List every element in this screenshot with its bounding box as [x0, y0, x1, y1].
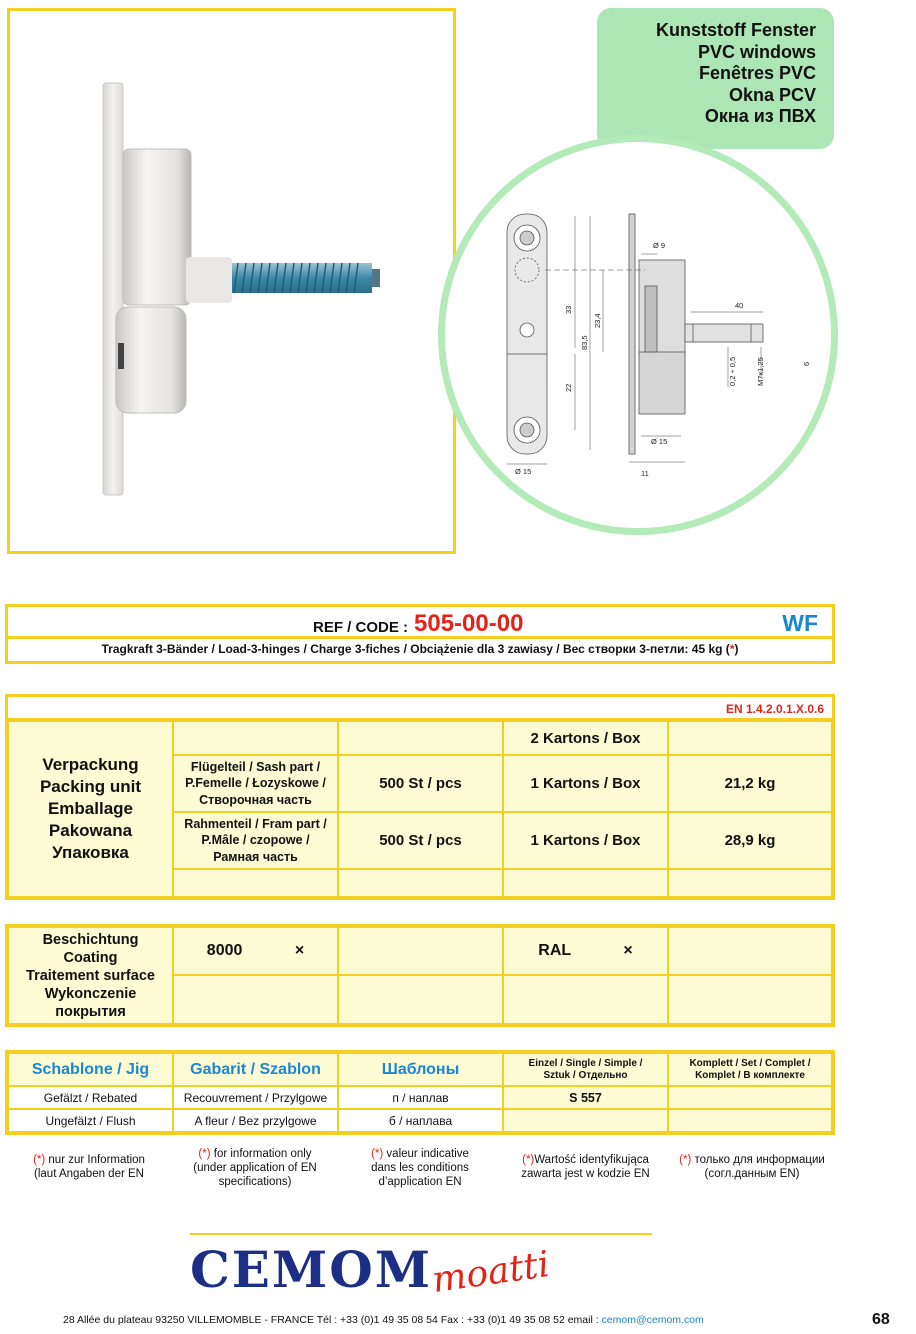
- footnote-de: [14, 1153, 164, 1181]
- coating-empty-6: [668, 975, 832, 1024]
- jig-row1-set: [668, 1086, 832, 1109]
- footnote-en-line2: (under application of EN: [193, 1162, 317, 1174]
- dim-gap: 0,2 ÷ 0,5: [728, 356, 737, 386]
- jig-set-line1: Komplett / Set / Complet /: [689, 1057, 811, 1069]
- packing-label-de: Verpackung: [42, 755, 139, 774]
- email-link[interactable]: cemom@cemom.com: [601, 1314, 704, 1326]
- sash-part-line2: P.Femelle / Łozyskowe /: [185, 776, 326, 791]
- dim-83-5: 83,5: [580, 335, 589, 350]
- jig-row2-single: [503, 1109, 668, 1132]
- coating-ral-mark: ×: [623, 942, 633, 959]
- frame-part-line1: Rahmenteil / Fram part /: [184, 816, 327, 831]
- jig-row2-de: Ungefälzt / Flush: [8, 1109, 173, 1132]
- dim-thread: M7x1,25: [756, 357, 765, 386]
- dim-40: 40: [735, 301, 744, 310]
- jig-header-de: Schablone / Jig: [8, 1053, 173, 1086]
- coating-empty-5: [503, 975, 668, 1024]
- coating-label-ru: покрытия: [55, 1003, 126, 1020]
- reference-row: [8, 607, 832, 639]
- packing-label-ru: Упаковка: [52, 843, 129, 862]
- packing-table: [8, 721, 832, 897]
- footnote-fr-line1: valeur indicative: [383, 1148, 469, 1160]
- frame-part-cell: [173, 812, 338, 869]
- page-number: 68: [872, 1311, 890, 1328]
- row0-weight: [668, 721, 832, 755]
- coating-section: [5, 924, 835, 1027]
- footnote-pl-line2: zawarta jest w kodzie EN: [521, 1168, 650, 1180]
- frame-part-line3: Рамная часть: [213, 849, 298, 864]
- footnote-en-star: (*): [198, 1148, 211, 1160]
- packing-label-en: Packing unit: [39, 777, 142, 796]
- jig-row2-fr: A fleur / Bez przylgowe: [173, 1109, 338, 1132]
- footnote-ru-line1: только для информации: [691, 1154, 825, 1166]
- company-address: [63, 1314, 704, 1326]
- jig-row1-single: S 557: [503, 1086, 668, 1109]
- footnote-pl-line1: Wartość identyfikująca: [534, 1154, 649, 1166]
- coating-ral: RAL: [538, 942, 571, 959]
- jig-header-ru: Шаблоны: [338, 1053, 503, 1086]
- coating-label-cell: [8, 927, 173, 1024]
- product-category-tab: [597, 8, 834, 149]
- sash-part-cell: [173, 755, 338, 812]
- dim-33: 33: [564, 305, 573, 314]
- ref-suffix: WF: [782, 610, 818, 636]
- en-code: EN 1.4.2.0.1.X.0.6: [8, 697, 832, 721]
- technical-drawing-circle: [438, 135, 838, 535]
- packing-label-pl: Pakowana: [48, 821, 133, 840]
- dim-d15-right: Ø 15: [651, 437, 668, 446]
- jig-row2-ru: б / наплава: [338, 1109, 503, 1132]
- sash-part-line3: Створочная часть: [199, 792, 312, 807]
- coating-empty-4: [338, 975, 503, 1024]
- product-photo-frame: [7, 8, 456, 554]
- load-capacity-text: [8, 642, 832, 656]
- row3-qty: [338, 869, 503, 897]
- address-text: 28 Allée du plateau 93250 VILLEMOMBLE - FRANCE Tél : +33 (0)1 49 35 08 54 Fax : +33 (0)1 49 35 08 52 email :: [63, 1314, 602, 1326]
- jig-header-set: [668, 1053, 832, 1086]
- coating-label-de: Beschichtung: [42, 931, 139, 948]
- footnote-fr-star: (*): [371, 1148, 384, 1160]
- cemom-logo: CEMOM: [190, 1240, 433, 1299]
- coating-label-pl: Wykonczenie: [44, 985, 137, 1002]
- coating-label-en: Coating: [63, 949, 118, 966]
- row0-boxes: 2 Kartons / Box: [503, 721, 668, 755]
- category-fr: Fenêtres PVC: [698, 63, 816, 83]
- packing-section: [5, 694, 835, 900]
- hinge-photo: [10, 11, 453, 551]
- coating-label-fr: Traitement surface: [26, 967, 155, 984]
- sash-weight: 21,2 kg: [668, 755, 832, 812]
- category-ru: Окна из ПВХ: [704, 106, 816, 126]
- category-de: Kunststoff Fenster: [655, 20, 816, 40]
- jig-row1-de: Gefälzt / Rebated: [8, 1086, 173, 1109]
- footnote-fr-line3: d’application EN: [378, 1176, 462, 1188]
- footnote-en: [180, 1147, 330, 1189]
- row0-part: [173, 721, 338, 755]
- load-text: Tragkraft 3-Bänder / Load-3-hinges / Charge 3-fiches / Obciążenie dla 3 zawiasy / Вес створки 3-петли: 45 kg (: [101, 642, 730, 656]
- row3-weight: [668, 869, 832, 897]
- reference-box: [5, 604, 835, 664]
- footnote-ru-line2: (согл.данным EN): [704, 1168, 800, 1180]
- moatti-logo-script: moatti: [429, 1244, 553, 1301]
- sash-boxes: 1 Kartons / Box: [503, 755, 668, 812]
- jig-header-fr: Gabarit / Szablon: [173, 1053, 338, 1086]
- footnote-pl: [508, 1153, 663, 1181]
- coating-code-cell: [173, 927, 338, 975]
- jig-row1-fr: Recouvrement / Przylgowe: [173, 1086, 338, 1109]
- packing-label-fr: Emballage: [47, 799, 134, 818]
- hinge-dimension-drawing: [445, 142, 831, 528]
- footnote-ru: [672, 1153, 832, 1181]
- sash-qty: 500 St / pcs: [338, 755, 503, 812]
- ref-code-label: REF / CODE :: [313, 619, 409, 636]
- category-pl: Okna PCV: [728, 84, 816, 105]
- dim-d9: Ø 9: [653, 241, 666, 250]
- row3-boxes: [503, 869, 668, 897]
- dim-d15-left: Ø 15: [515, 467, 532, 476]
- footnote-fr-line2: dans les conditions: [371, 1162, 469, 1174]
- load-star: *: [729, 642, 735, 656]
- coating-table: [8, 927, 832, 1024]
- load-close: ): [734, 642, 739, 656]
- jig-row2-set: [668, 1109, 832, 1132]
- footnote-pl-star: (*): [522, 1154, 535, 1166]
- category-en: PVC windows: [697, 41, 816, 62]
- coating-ral-cell: [503, 927, 668, 975]
- packing-label-cell: [8, 721, 173, 897]
- footnote-de-line1: nur zur Information: [45, 1154, 145, 1166]
- footnote-ru-star: (*): [679, 1154, 692, 1166]
- coating-code-mark: ×: [294, 942, 305, 959]
- jig-set-line2: Komplet / В комплекте: [695, 1069, 805, 1081]
- row0-qty: [338, 721, 503, 755]
- dim-11: 11: [641, 469, 649, 478]
- dim-23-4: 23,4: [593, 313, 602, 328]
- frame-part-line2: P.Mâle / czopowe /: [201, 833, 310, 848]
- ref-code-value: 505-00-00: [414, 610, 524, 637]
- footnote-en-line1: for information only: [210, 1148, 312, 1160]
- footnote-fr: [345, 1147, 495, 1189]
- coating-empty-1: [338, 927, 503, 975]
- logo-divider: [190, 1233, 652, 1235]
- coating-empty-3: [173, 975, 338, 1024]
- frame-boxes: 1 Kartons / Box: [503, 812, 668, 869]
- coating-empty-2: [668, 927, 832, 975]
- jig-row1-ru: п / наплав: [338, 1086, 503, 1109]
- dim-22: 22: [564, 383, 573, 392]
- jig-header-single: [503, 1053, 668, 1086]
- coating-code: 8000: [206, 942, 243, 959]
- footnote-de-line2: (laut Angaben der EN: [34, 1168, 144, 1180]
- jig-table: [8, 1053, 832, 1132]
- footnote-de-star: (*): [33, 1154, 46, 1166]
- sash-part-line1: Flügelteil / Sash part /: [190, 759, 321, 774]
- jig-single-line2: Sztuk / Отдельно: [543, 1069, 628, 1081]
- frame-qty: 500 St / pcs: [338, 812, 503, 869]
- jig-single-line1: Einzel / Single / Simple /: [528, 1057, 643, 1069]
- footnote-en-line3: specifications): [218, 1176, 292, 1188]
- dim-6: 6: [802, 361, 811, 366]
- row3-part: [173, 869, 338, 897]
- jig-section: [5, 1050, 835, 1135]
- frame-weight: 28,9 kg: [668, 812, 832, 869]
